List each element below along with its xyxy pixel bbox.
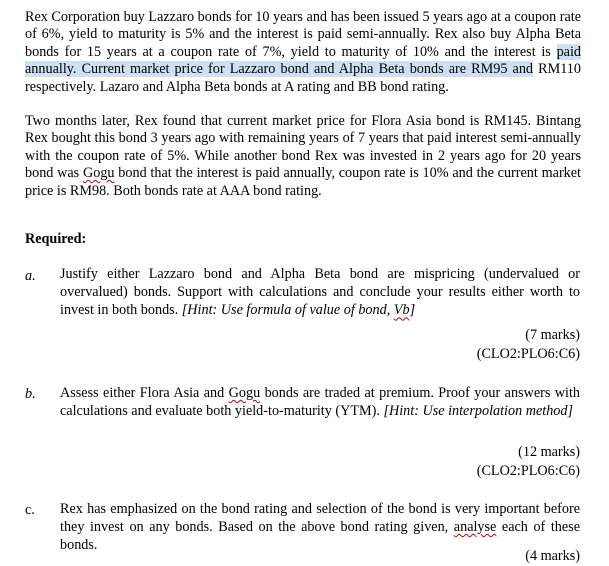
- question-a-clo: (CLO2:PLO6:C6): [476, 346, 580, 362]
- question-a-marks: (7 marks): [525, 327, 580, 343]
- second-paragraph: [25, 113, 581, 200]
- question-a-letter: a.: [25, 268, 36, 284]
- required-heading: Required:: [25, 231, 87, 247]
- question-a-body: Justify either Lazzaro bond and Alpha Beta bond are mispricing (undervalued or overvalued) bonds. Support with calculations and conclude your results either worth to invest in both bonds.: [60, 266, 580, 319]
- paragraph2-part1: Two months later, Rex found that current market price for Flora Asia bond is RM145. Bintang Rex bought this bond 3 years ago with remaining years of 7 years that paid interest semi-annually with the coupon rate of 5%. While another bond Rex was invested in 2 years ago for 20 years bond was: [25, 113, 581, 182]
- question-b-letter: b.: [25, 386, 36, 402]
- intro-lead-text: Rex Corporation buy Lazzaro bonds for 10 years and has been issued 5 years ago at a coupon rate of 6%, yield to maturity is 5% and the interest is paid semi-annually. Rex also buy Alpha Beta bonds for 15 years at a coupon rate of 7%, yield to maturity of 10% and the interest is: [25, 9, 581, 60]
- question-c-text: Rex has emphasized on the bond rating and selection of the bond is very important before they invest on any bonds. Based on the above bond rating given, analyse each of these bonds.: [60, 501, 580, 554]
- question-c-letter: c.: [25, 502, 35, 518]
- spellcheck-word-gogu[interactable]: Gogu: [228, 385, 261, 401]
- intro-paragraph: [25, 9, 581, 96]
- question-a-text: [60, 265, 580, 320]
- question-b-marks: (12 marks): [518, 444, 580, 460]
- question-b-clo: (CLO2:PLO6:C6): [476, 463, 580, 479]
- question-c-marks: (4 marks): [525, 548, 580, 564]
- spellcheck-word-vb[interactable]: Vb: [393, 302, 410, 319]
- spellcheck-word-gogu[interactable]: Gogu: [82, 165, 115, 182]
- question-b-text: Assess either Flora Asia and Gogu bonds are traded at premium. Proof your answers with calculations and evaluate both yield-to-maturity (YTM). [Hint: Use interpolation method]: [60, 385, 580, 420]
- highlighted-text[interactable]: paid annually. Current market price for Lazzaro bond and Alpha Beta bonds are RM95 and: [25, 43, 581, 78]
- intro-tail-text: RM110 respectively. Lazaro and Alpha Beta bonds at A rating and BB bond rating.: [25, 61, 581, 95]
- paragraph2-part2: bond that the interest is paid annually, coupon rate is 10% and the current market price is RM98. Both bonds rate at AAA bond rating.: [25, 165, 581, 199]
- spellcheck-word-analyse[interactable]: analyse: [453, 519, 497, 536]
- question-a-hint: [Hint: Use formula of value of bond, Vb]: [181, 302, 416, 319]
- question-b-hint: [Hint: Use interpolation method]: [383, 403, 574, 420]
